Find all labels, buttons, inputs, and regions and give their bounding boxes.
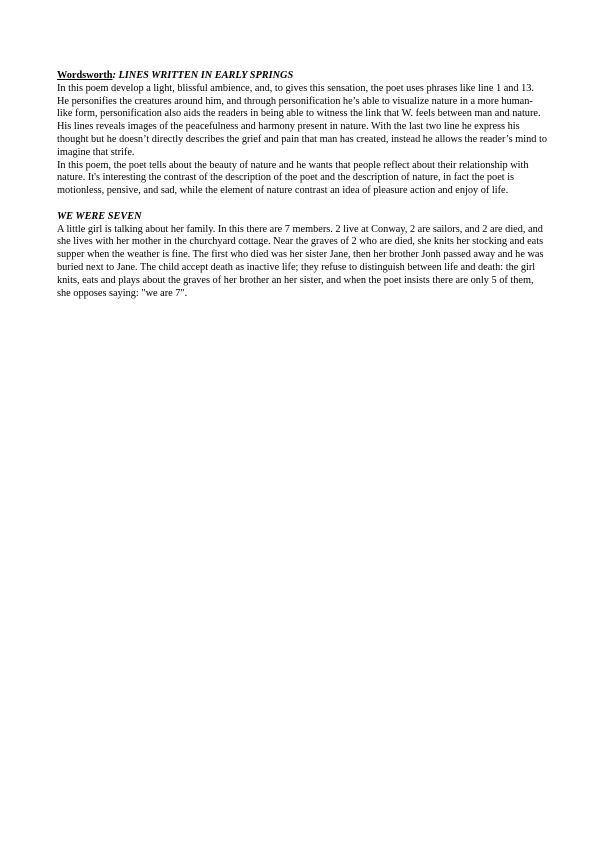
paragraph-we-were-seven: A little girl is talking about her family. In this there are 7 members. 2 live at Conway, 2 are sailors, and 2 are died, and she lives with her mother in the churchyard cottage. Near the graves of 2 who are died, she knits her stocking and eats supper when the weather is fine. The first who died was her sister Jane, then her brother Jonh passed away and he was buried next to Jane. The child accept death as inactive life; they refuse to distinguish between life and death: the girl knits, eats and plays about the graves of her brother an her sister, and when the poet insists there are only 5 of them, she opposes saying: "we are 7". bbox=[57, 223, 544, 299]
section-heading-we-were-seven: WE WERE SEVEN bbox=[57, 210, 142, 222]
document-page bbox=[57, 70, 547, 300]
author-name: Wordsworth bbox=[57, 70, 113, 81]
heading-colon: : bbox=[112, 70, 116, 81]
paragraph-spacer bbox=[57, 198, 547, 211]
paragraph-lines-written-1: In this poem develop a light, blissful ambience, and, to gives this sensation, the poet uses phrases like line 1 and 13. He personifies the creatures around him, and through personification he’s able to visualize nature in a more human-like form, personification also aids the readers in being able to witness the link that W. feels between man and nature. His lines reveals images of the peacefulness and harmony present in nature. With the last two line he express his thought but he doesn’t directly describes the grief and pain that man has created, instead he allows the reader’s mind to imagine that strife. bbox=[57, 82, 548, 158]
section-heading-lines-written bbox=[57, 70, 547, 83]
poem-title-lines-written: LINES WRITTEN IN EARLY SPRINGS bbox=[115, 70, 294, 81]
paragraph-lines-written-2: In this poem, the poet tells about the beauty of nature and he wants that people reflect about their relationship with nature. It's interesting the contrast of the description of the poet and the description of nature, in fact the poet is motionless, pensive, and sad, while the element of nature contrast an idea of pleasure action and enjoy of life. bbox=[57, 159, 529, 197]
